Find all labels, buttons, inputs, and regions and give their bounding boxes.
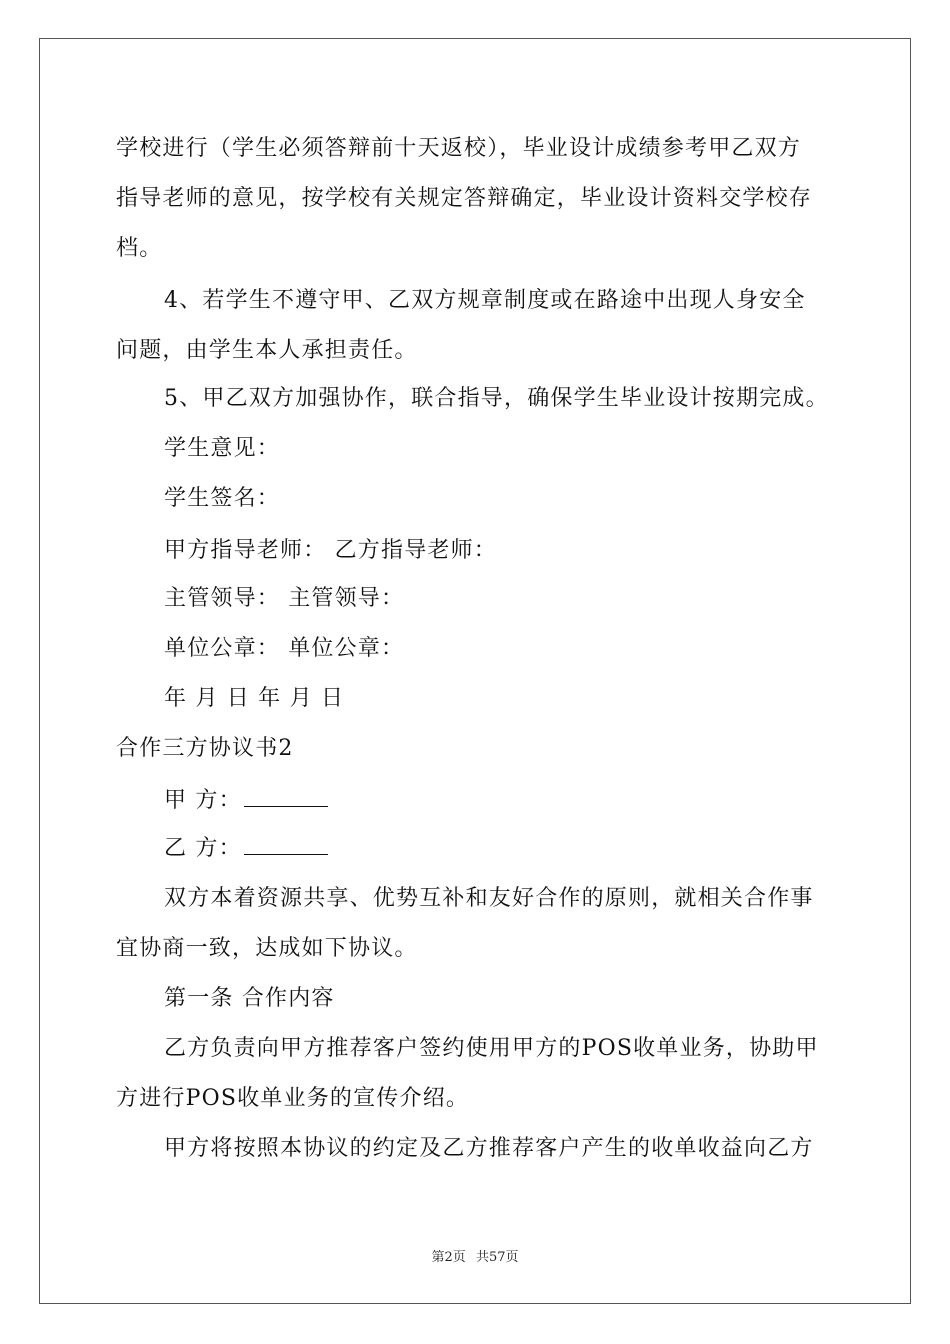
advisor-labels: 甲方指导老师： 乙方指导老师：: [164, 538, 497, 563]
paragraph-line: 乙方负责向甲方推荐客户签约使用甲方的POS收单业务，协助甲: [164, 1036, 819, 1061]
party-b-blank: [244, 834, 328, 855]
paragraph-line: 方进行POS收单业务的宣传介绍。: [116, 1086, 470, 1111]
page-border: [39, 38, 911, 1304]
paragraph-line: 宜协商一致，达成如下协议。: [116, 936, 418, 961]
total-pages: 共57页: [475, 1250, 519, 1265]
date-labels: 年 月 日 年 月 日: [164, 686, 345, 711]
paragraph-line: 问题，由学生本人承担责任。: [116, 338, 418, 363]
article-heading: 第一条 合作内容: [164, 986, 335, 1011]
paragraph-line: 档。: [116, 236, 163, 261]
party-b-line: [164, 834, 328, 864]
student-opinion-label: 学生意见：: [164, 436, 281, 461]
party-a-blank: [244, 786, 328, 807]
paragraph-line: 5、甲乙双方加强协作，联合指导，确保学生毕业设计按期完成。: [164, 386, 829, 411]
page-footer: [0, 1246, 950, 1265]
supervisor-labels: 主管领导： 主管领导：: [164, 586, 405, 611]
page-number: 第2页: [431, 1250, 466, 1265]
party-a-line: [164, 786, 328, 816]
paragraph-line: 学校进行（学生必须答辩前十天返校），毕业设计成绩参考甲乙双方: [116, 136, 802, 161]
paragraph-line: 双方本着资源共享、优势互补和友好合作的原则，就相关合作事: [164, 886, 814, 911]
party-a-label: 甲 方：: [164, 788, 242, 813]
paragraph-line: 甲方将按照本协议的约定及乙方推荐客户产生的收单收益向乙方: [164, 1136, 814, 1161]
student-signature-label: 学生签名：: [164, 486, 281, 511]
party-b-label: 乙 方：: [164, 836, 242, 861]
paragraph-line: 指导老师的意见，按学校有关规定答辩确定，毕业设计资料交学校存: [116, 186, 813, 211]
section-title: 合作三方协议书2: [116, 736, 294, 761]
seal-labels: 单位公章： 单位公章：: [164, 636, 405, 661]
paragraph-line: 4、若学生不遵守甲、乙双方规章制度或在路途中出现人身安全: [164, 288, 806, 313]
